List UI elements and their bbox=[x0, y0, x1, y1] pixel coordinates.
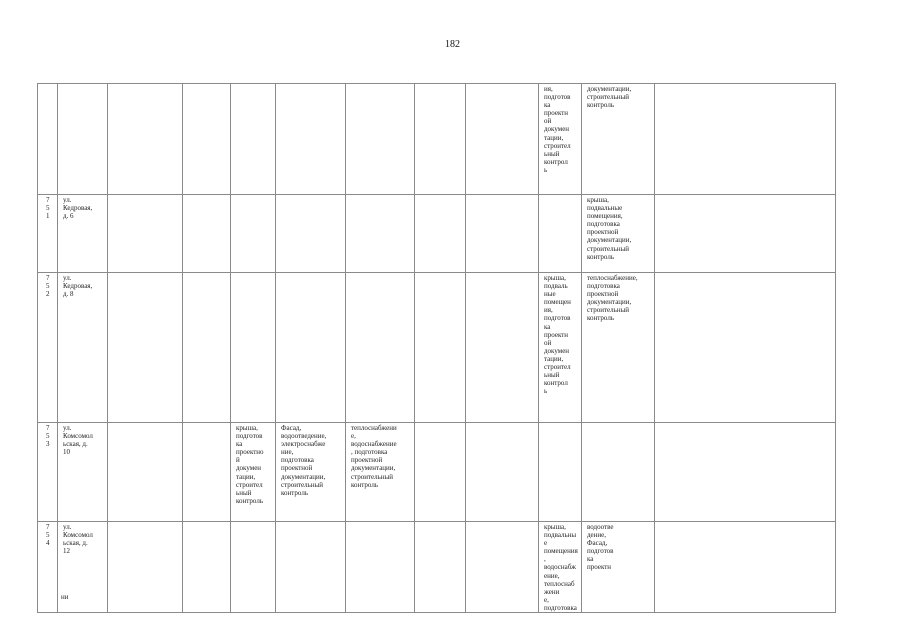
table-cell bbox=[276, 522, 346, 613]
row-number: 7 5 3 bbox=[38, 423, 58, 522]
table-cell bbox=[466, 423, 539, 522]
address-cell bbox=[58, 84, 108, 195]
table-cell: крыша, подвальные помещения, водоснабжение, теплоснабжени е, подготовка bbox=[539, 522, 582, 613]
table-cell bbox=[231, 195, 276, 273]
table-cell bbox=[655, 195, 836, 273]
table-cell bbox=[415, 273, 466, 423]
table-cell bbox=[582, 423, 655, 522]
table-cell bbox=[466, 84, 539, 195]
table-cell bbox=[539, 423, 582, 522]
table-cell: водоотве дение, Фасад, подготов ка проектн bbox=[582, 522, 655, 613]
table-cell: теплоснабжение, подготовка проектной документации, строительный контроль bbox=[582, 273, 655, 423]
table-cell bbox=[108, 273, 183, 423]
table-cell bbox=[108, 195, 183, 273]
table-cell: Фасад, водоотведение, электроснабже ние, подготовка проектной документации, строительный контроль bbox=[276, 423, 346, 522]
table-cell bbox=[276, 195, 346, 273]
table-row bbox=[38, 84, 836, 195]
table-cell bbox=[183, 84, 231, 195]
row-number: 7 5 2 bbox=[38, 273, 58, 423]
table-cell bbox=[276, 273, 346, 423]
table-cell bbox=[346, 84, 415, 195]
address-cell: ул. Кедровая, д. 6 bbox=[58, 195, 108, 273]
footer-note: ни bbox=[61, 593, 69, 601]
table-cell bbox=[415, 423, 466, 522]
table-cell bbox=[655, 273, 836, 423]
table-cell bbox=[231, 522, 276, 613]
table-cell bbox=[108, 423, 183, 522]
row-number: 7 5 1 bbox=[38, 195, 58, 273]
table-cell bbox=[183, 423, 231, 522]
table-cell bbox=[346, 522, 415, 613]
table-cell bbox=[346, 273, 415, 423]
table-cell bbox=[415, 522, 466, 613]
table-cell bbox=[346, 195, 415, 273]
table-cell bbox=[466, 522, 539, 613]
table-cell bbox=[108, 84, 183, 195]
table-row bbox=[38, 273, 836, 423]
table-row bbox=[38, 195, 836, 273]
table-cell bbox=[466, 195, 539, 273]
row-number: 7 5 4 bbox=[38, 522, 58, 613]
address-cell: ул. Комсомол ьская, д. 10 bbox=[58, 423, 108, 522]
table-cell bbox=[231, 273, 276, 423]
table-cell bbox=[539, 195, 582, 273]
table-cell: теплоснабжени е, водоснабжение , подготовка проектной документации, строительный контроль bbox=[346, 423, 415, 522]
table-cell bbox=[655, 522, 836, 613]
table-cell bbox=[108, 522, 183, 613]
address-cell: ул. Кедровая, д. 8 bbox=[58, 273, 108, 423]
table-cell bbox=[655, 84, 836, 195]
table-cell bbox=[276, 84, 346, 195]
table-cell: крыша, подготов ка проектно й докумен тации, строител ьный контроль bbox=[231, 423, 276, 522]
table-cell bbox=[415, 195, 466, 273]
table-cell bbox=[655, 423, 836, 522]
table-row bbox=[38, 423, 836, 522]
row-number bbox=[38, 84, 58, 195]
table-cell: крыша, подваль ные помещен ия, подготов ка проектн ой докумен тации, строител ьный контрол ь bbox=[539, 273, 582, 423]
table-cell bbox=[183, 195, 231, 273]
table-cell: крыша, подвальные помещения, подготовка проектной документации, строительный контроль bbox=[582, 195, 655, 273]
table-row bbox=[38, 522, 836, 613]
address-cell: ул. Комсомол ьская, д. 12 bbox=[58, 522, 108, 613]
table-cell bbox=[183, 273, 231, 423]
table-cell bbox=[466, 273, 539, 423]
table-cell: документации, строительный контроль bbox=[582, 84, 655, 195]
repair-schedule-table bbox=[37, 83, 836, 613]
table-cell bbox=[415, 84, 466, 195]
table-cell: ия, подготов ка проектн ой докумен тации, строител ьный контрол ь bbox=[539, 84, 582, 195]
table-cell bbox=[183, 522, 231, 613]
page-number: 182 bbox=[445, 39, 460, 50]
table-cell bbox=[231, 84, 276, 195]
